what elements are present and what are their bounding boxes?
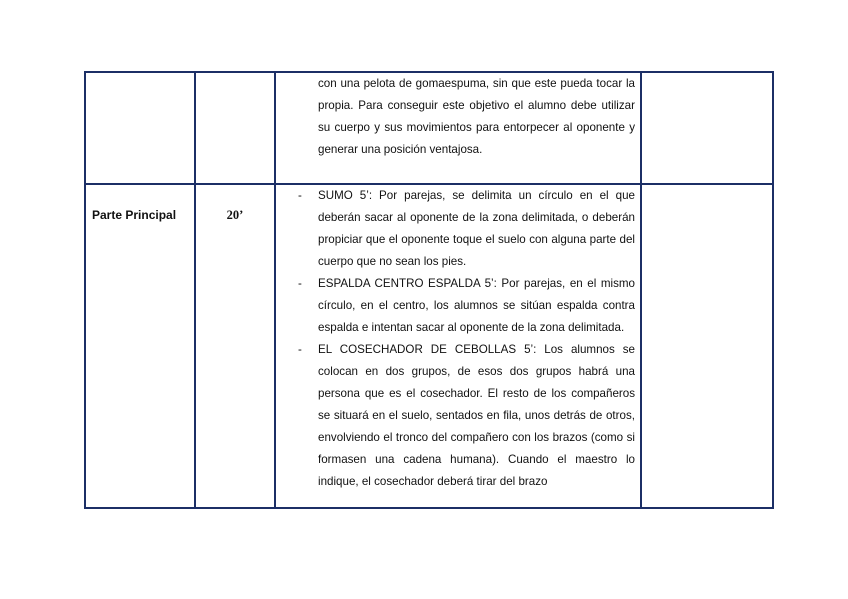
activity-list	[276, 185, 640, 493]
duration-cell	[195, 184, 275, 508]
phase-label: Parte Principal	[92, 208, 177, 222]
bullet-dash: -	[298, 343, 302, 356]
activity-text: ESPALDA CENTRO ESPALDA 5’: Por parejas, en el mismo círculo, en el centro, los alumnos se sitúan espalda contra espalda e intentan sacar al oponente de la zona delimitada.	[318, 277, 635, 334]
notes-cell	[641, 184, 773, 508]
table-row	[85, 184, 773, 508]
lesson-plan-table	[84, 71, 774, 509]
duration-label: 20’	[226, 208, 244, 222]
duration-label	[196, 73, 274, 92]
notes-cell	[641, 72, 773, 184]
phase-cell	[85, 184, 195, 508]
description-cell	[275, 72, 641, 184]
description-cell	[275, 184, 641, 508]
phase-label	[86, 73, 194, 92]
activity-item-espalda	[276, 273, 635, 339]
activity-item-sumo	[276, 185, 635, 273]
bullet-dash: -	[298, 189, 302, 202]
activity-item-cosechador	[276, 339, 635, 493]
bullet-dash: -	[298, 277, 302, 290]
activity-text: EL COSECHADOR DE CEBOLLAS 5’: Los alumnos se colocan en dos grupos, de esos dos grupos habrá una persona que es el cosechador. El resto de los compañeros se situará en el suelo, sentados en fila, unos detrás de otros, envolviendo el tronco del compañero con los brazos (como si formasen una cadena humana). Cuando el maestro lo indique, el cosechador deberá tirar del brazo	[318, 343, 635, 488]
continued-description: con una pelota de gomaespuma, sin que este pueda tocar la propia. Para conseguir este objetivo el alumno debe utilizar su cuerpo y sus movimientos para entorpecer al oponente y generar una posición ventajosa.	[318, 77, 635, 156]
duration-cell	[195, 72, 275, 184]
table-row	[85, 72, 773, 184]
activity-text: SUMO 5’: Por parejas, se delimita un círculo en el que deberán sacar al oponente de la zona delimitada, o deberán propiciar que el oponente toque el suelo con alguna parte del cuerpo que no sean los pies.	[318, 189, 635, 268]
phase-cell	[85, 72, 195, 184]
